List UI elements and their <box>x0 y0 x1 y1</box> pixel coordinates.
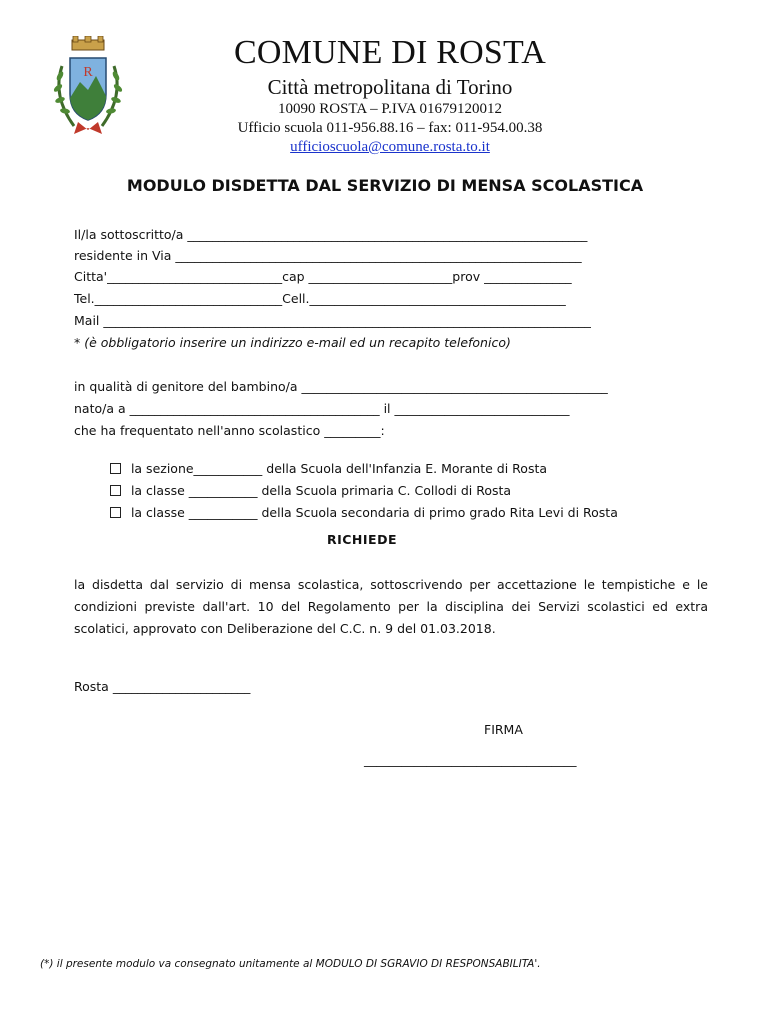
tel-cell-field[interactable]: Tel.______________________________Cell._________________________________________ <box>74 291 566 306</box>
sottoscritto-field[interactable]: Il/la sottoscritto/a ________________________________________________________________ <box>74 227 588 242</box>
place-date-field[interactable]: Rosta ______________________ <box>74 679 251 694</box>
firma-label: FIRMA <box>484 722 523 737</box>
municipality-subtitle: Città metropolitana di Torino <box>267 75 513 99</box>
option-label: la classe ___________ della Scuola primaria C. Collodi di Rosta <box>130 483 512 498</box>
checkbox[interactable] <box>110 507 121 518</box>
required-note: * (è obbligatorio inserire un indirizzo e-mail ed un recapito telefonico) <box>74 335 511 350</box>
genitore-field[interactable]: in qualità di genitore del bambino/a _________________________________________________ <box>74 379 608 394</box>
option-secondaria[interactable] <box>102 489 618 521</box>
address-line: 10090 ROSTA – P.IVA 01679120012 <box>278 101 502 117</box>
contacts-line: Ufficio scuola 011-956.88.16 – fax: 011-954.00.38 <box>237 120 543 136</box>
option-label: la sezione___________ della Scuola dell'Infanzia E. Morante di Rosta <box>130 461 548 476</box>
signature-line[interactable]: __________________________________ <box>364 752 577 767</box>
richiede-heading: RICHIEDE <box>326 532 397 547</box>
letterhead <box>150 34 630 157</box>
nato-field[interactable]: nato/a a ________________________________________ il ____________________________ <box>74 401 570 416</box>
footer-note: (*) il presente modulo va consegnato unitamente al MODULO DI SGRAVIO DI RESPONSABILITA'. <box>40 958 541 970</box>
document-title: MODULO DISDETTA DAL SERVIZIO DI MENSA SCOLASTICA <box>126 176 644 195</box>
mail-field[interactable]: Mail ______________________________________________________________________________ <box>74 313 591 328</box>
municipality-title: COMUNE DI ROSTA <box>234 34 546 71</box>
citta-cap-prov-field[interactable]: Citta'____________________________cap _______________________prov ______________ <box>74 269 572 284</box>
request-paragraph: la disdetta dal servizio di mensa scolastica, sottoscrivendo per accettazione le tempistiche e le condizioni previste dall'art. 10 del Regolamento per la disciplina dei Servizi scolastici ed extra scolatici, approvato con Deliberazione del C.C. n. 9 del 01.03.2018. <box>74 577 708 636</box>
svg-text:R: R <box>83 65 93 80</box>
option-label: la classe ___________ della Scuola secondaria di primo grado Rita Levi di Rosta <box>130 505 618 520</box>
municipal-crest-logo <box>48 36 128 140</box>
email-link[interactable]: ufficioscuola@comune.rosta.to.it <box>290 139 490 155</box>
residente-field[interactable]: residente in Via _________________________________________________________________ <box>74 248 582 263</box>
anno-scolastico-field[interactable]: che ha frequentato nell'anno scolastico _________: <box>74 423 385 438</box>
